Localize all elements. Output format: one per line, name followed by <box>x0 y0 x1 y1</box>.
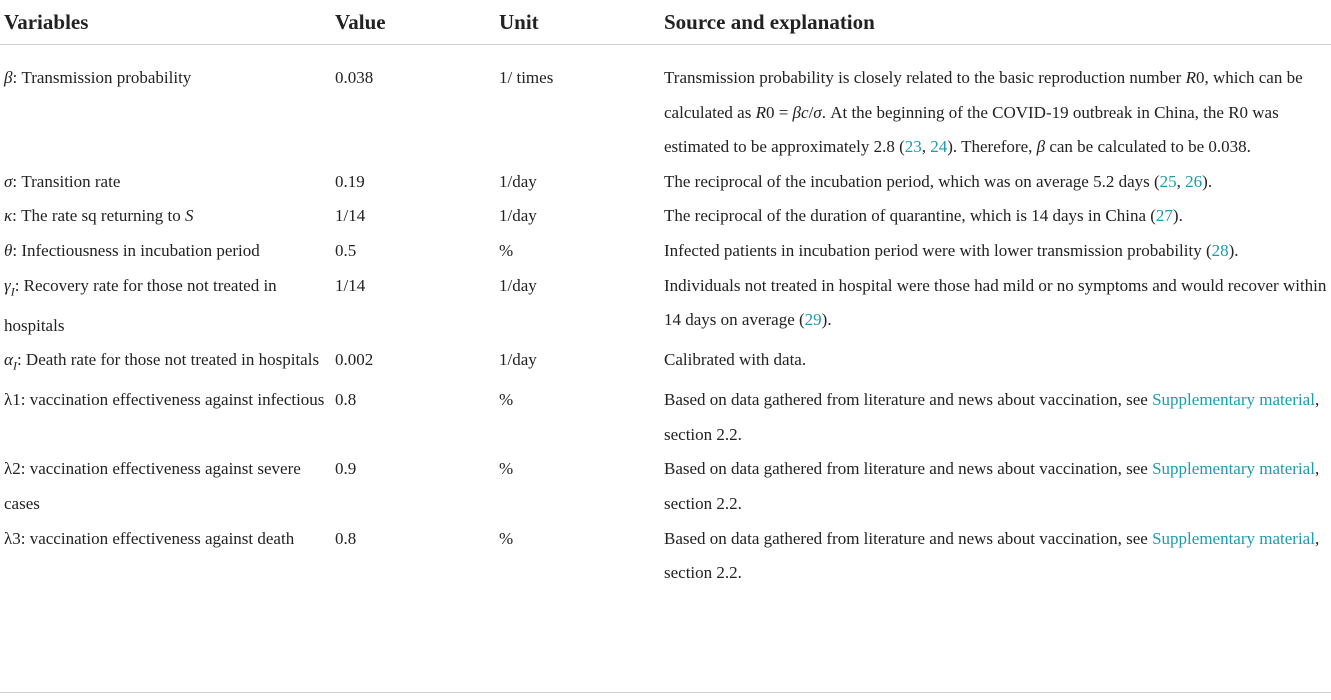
unit-cell: 1/day <box>499 350 537 370</box>
source-text: , section 2.2. <box>664 390 1320 444</box>
source-text: The reciprocal of the duration of quarantine, which is 14 days in China ( <box>664 206 1156 226</box>
variable-cell <box>0 234 335 269</box>
source-cell <box>662 45 1331 165</box>
header-row <box>0 0 1331 45</box>
variable-cell <box>0 199 335 234</box>
unit-cell: % <box>499 528 514 548</box>
table-row <box>0 234 1331 269</box>
reference-link[interactable]: 24 <box>930 137 948 157</box>
variable-cell <box>0 269 335 344</box>
reference-link[interactable]: Supplementary material <box>1152 528 1315 548</box>
source-cell <box>662 343 1331 383</box>
variable-name: λ2: vaccination effectiveness against severe cases <box>4 459 301 513</box>
source-text: β <box>1036 137 1046 157</box>
source-text: , section 2.2. <box>664 459 1320 513</box>
value-cell: 0.8 <box>335 390 357 410</box>
reference-link[interactable]: Supplementary material <box>1152 459 1315 479</box>
value-cell: 0.9 <box>335 459 357 479</box>
header-value: Value <box>335 0 499 45</box>
source-text: The reciprocal of the incubation period, which was on average 5.2 days ( <box>664 171 1160 191</box>
source-text: R <box>1185 68 1196 87</box>
variable-cell <box>0 522 335 605</box>
source-cell <box>662 234 1331 269</box>
source-cell <box>662 269 1331 344</box>
variable-name-suffix: S <box>184 206 194 226</box>
source-text: 0 = <box>765 102 793 122</box>
value-cell: 0.5 <box>335 240 357 260</box>
variable-cell <box>0 45 335 165</box>
source-text: Based on data gathered from literature and news about vaccination, see <box>664 528 1153 548</box>
table-header <box>0 0 1331 45</box>
variable-name: : Death rate for those not treated in hospitals <box>16 350 320 370</box>
variable-name: : Transmission probability <box>12 68 192 87</box>
source-text: ). <box>1228 240 1239 260</box>
table-row <box>0 45 1331 165</box>
source-text: , <box>921 137 931 157</box>
value-cell: 0.002 <box>335 350 374 370</box>
source-cell <box>662 452 1331 521</box>
source-text: . At the beginning of the COVID-19 outbreak in China, the R0 was estimated to be approximately 2.8 ( <box>664 102 1279 157</box>
variable-cell <box>0 383 335 452</box>
reference-link[interactable]: 27 <box>1155 206 1173 226</box>
variable-name: : Transition rate <box>12 171 121 191</box>
source-cell <box>662 199 1331 234</box>
source-text: / <box>808 102 814 122</box>
value-cell: 1/14 <box>335 275 366 295</box>
variable-symbol: κ <box>4 206 13 226</box>
variable-name: λ1: vaccination effectiveness against infectious <box>4 390 325 410</box>
variable-symbol: $\gamma_I$ <box>4 275 15 298</box>
source-text: Based on data gathered from literature and news about vaccination, see <box>664 459 1153 479</box>
header-unit: Unit <box>499 0 662 45</box>
unit-cell: 1/day <box>499 275 537 295</box>
source-cell <box>662 522 1331 605</box>
source-cell <box>662 383 1331 452</box>
variable-cell <box>0 165 335 200</box>
table-row <box>0 199 1331 234</box>
unit-cell: % <box>499 459 514 479</box>
table-row <box>0 522 1331 605</box>
reference-link[interactable]: 26 <box>1185 171 1203 191</box>
header-source: Source and explanation <box>662 0 1331 45</box>
source-text: R <box>755 102 766 122</box>
table-row <box>0 383 1331 452</box>
variable-symbol: $\alpha_I$ <box>4 350 17 373</box>
reference-link[interactable]: Supplementary material <box>1152 390 1315 410</box>
variable-cell <box>0 343 335 383</box>
source-text: ). <box>821 310 832 330</box>
table-bottom-rule <box>0 692 1331 693</box>
variable-name: : Recovery rate for those not treated in hospitals <box>4 275 277 335</box>
unit-cell: 1/day <box>499 206 537 226</box>
source-text: Individuals not treated in hospital were those had mild or no symptoms and would recover within 14 days on average ( <box>664 275 1327 330</box>
unit-cell: % <box>499 240 514 260</box>
reference-link[interactable]: 28 <box>1211 240 1229 260</box>
source-text: Infected patients in incubation period were with lower transmission probability ( <box>664 240 1212 260</box>
source-text: 0, which can be calculated as <box>664 68 1303 122</box>
value-cell: 0.19 <box>335 171 365 191</box>
source-text: βc <box>792 102 809 122</box>
table-row <box>0 343 1331 383</box>
unit-cell: 1/ times <box>499 68 554 87</box>
table-body <box>0 45 1331 605</box>
variable-symbol: σ <box>4 171 13 191</box>
reference-link[interactable]: 25 <box>1159 171 1177 191</box>
unit-cell: % <box>499 390 514 410</box>
header-variables: Variables <box>0 0 335 45</box>
variable-name: λ3: vaccination effectiveness against death <box>4 528 295 548</box>
source-text: Calibrated with data. <box>664 350 807 370</box>
source-text: Transmission probability is closely related to the basic reproduction number <box>664 68 1186 87</box>
source-text: ). <box>1202 171 1213 191</box>
reference-link[interactable]: 29 <box>804 310 822 330</box>
unit-cell: 1/day <box>499 171 537 191</box>
variable-symbol: θ <box>4 240 13 260</box>
variable-name: : Infectiousness in incubation period <box>12 240 260 260</box>
value-cell: 1/14 <box>335 206 366 226</box>
source-cell <box>662 165 1331 200</box>
value-cell: 0.038 <box>335 68 374 87</box>
value-cell: 0.8 <box>335 528 357 548</box>
source-text: ). <box>1172 206 1183 226</box>
source-text: can be calculated to be 0.038. <box>1045 137 1251 157</box>
variable-cell <box>0 452 335 521</box>
source-text: , <box>1176 171 1186 191</box>
variable-name: : The rate sq returning to <box>12 206 185 226</box>
source-text: ). Therefore, <box>947 137 1037 157</box>
reference-link[interactable]: 23 <box>904 137 922 157</box>
source-text: σ <box>813 102 822 122</box>
table-row <box>0 269 1331 344</box>
source-text: , section 2.2. <box>664 528 1320 583</box>
table-row <box>0 165 1331 200</box>
source-text: Based on data gathered from literature and news about vaccination, see <box>664 390 1153 410</box>
table-row <box>0 452 1331 521</box>
variable-symbol: β <box>4 68 13 87</box>
